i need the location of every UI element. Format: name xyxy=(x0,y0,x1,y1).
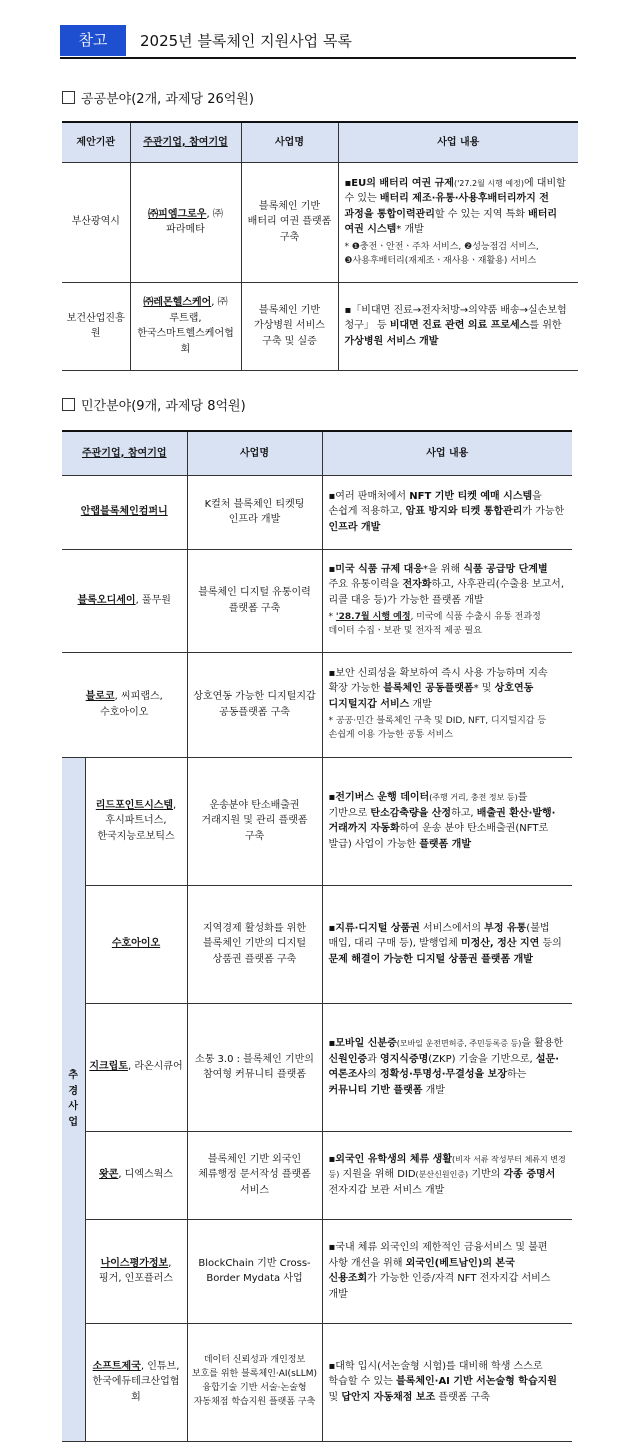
col-header: 사업명 xyxy=(241,122,338,162)
col-header: 사업 내용 xyxy=(338,122,578,162)
table-row xyxy=(62,757,572,885)
content-cell: ▪모바일 신분증(모바일 운전면허증, 주민등록증 등)을 활용한 신원인증과 영지식증명(ZKP) 기술을 기반으로, 설문·여론조사의 정확성·투명성·무결성을 보장하는 커뮤니티 기반 플랫폼 개발 xyxy=(322,1003,572,1131)
project-cell: 지역경제 활성화를 위한 블록체인 기반의 디지털 상품권 플랫폼 구축 xyxy=(187,885,322,1003)
content-cell: ▪여러 판매처에서 NFT 기반 티켓 예매 시스템을 손쉽게 적용하고, 암표 방지와 티켓 통합관리가 가능한 인프라 개발 xyxy=(322,475,572,549)
table-row xyxy=(62,1219,572,1323)
col-header: 사업명 xyxy=(187,431,322,475)
company-cell: ㈜피엠그로우, ㈜파라메타 xyxy=(130,162,241,282)
company-cell: ㈜레몬헬스케어, ㈜루트랩, 한국스마트헬스케어협회 xyxy=(130,282,241,370)
checkbox-square-icon xyxy=(62,91,75,104)
project-cell: 블록체인 기반 가상병원 서비스 구축 및 실증 xyxy=(241,282,338,370)
private-section-title: 민간분야(9개, 과제당 8억원) xyxy=(62,395,246,414)
company-cell: 안랩블록체인컴퍼니 xyxy=(62,475,187,549)
project-cell: 운송분야 탄소배출권 거래지원 및 관리 플랫폼 구축 xyxy=(187,757,322,885)
company-cell: 나이스평가정보, 핑거, 인포플러스 xyxy=(85,1219,187,1323)
project-cell: 소통 3.0 : 블록체인 기반의 참여형 커뮤니티 플랫폼 xyxy=(187,1003,322,1131)
content-cell: ▪보안 신뢰성을 확보하여 즉시 사용 가능하며 지속 확장 가능한 블록체인 공동플랫폼* 및 상호연동 디지털지갑 서비스 개발 * 공공·민간 블록체인 구축 및 DID, NFT, 디지털지갑 등 손쉽게 이용 가능한 공통 서비스 xyxy=(322,652,572,757)
company-cell: 소프트제국, 인튜브, 한국에듀테크산업협회 xyxy=(85,1323,187,1441)
content-cell: ▪미국 식품 규제 대응*을 위해 식품 공급망 단계별 주요 유통이력을 전자화하고, 사후관리(수출용 보고서, 리콜 대응 등)가 가능한 플랫폼 개발 * '28.7월 시행 예정, 미국에 식품 수출시 유통 전과정 데이터 수집ㆍ보관 및 전자적 제공 필요 xyxy=(322,549,572,652)
agency-cell: 부산광역시 xyxy=(62,162,130,282)
company-cell: 블로코, 씨피랩스, 수호아이오 xyxy=(62,652,187,757)
content-cell: ▪대학 입시(서논술형 시험)를 대비해 학생 스스로 학습할 수 있는 블록체인·AI 기반 서논술형 학습지원 및 답안지 자동채점 보조 플랫폼 구축 xyxy=(322,1323,572,1441)
col-header: 제안기관 xyxy=(62,122,130,162)
project-cell: 블록체인 디지털 유통이력 플랫폼 구축 xyxy=(187,549,322,652)
page-title: 2025년 블록체인 지원사업 목록 xyxy=(140,32,352,50)
public-table xyxy=(62,121,578,371)
agency-cell: 보건산업진흥원 xyxy=(62,282,130,370)
table-row xyxy=(62,475,572,549)
content-cell: ▪「비대면 진료→전자처방→의약품 배송→실손보험 청구」 등 비대면 진료 관련 의료 프로세스를 위한 가상병원 서비스 개발 xyxy=(338,282,578,370)
company-cell: 리드포인트시스템, 후시파트너스, 한국지능로보틱스 xyxy=(85,757,187,885)
company-cell: 지크립토, 라온시큐어 xyxy=(85,1003,187,1131)
reference-badge: 참고 xyxy=(60,25,126,56)
col-header: 주관기업, 참여기업 xyxy=(62,431,187,475)
footnote: * ❶충전ㆍ안전ㆍ주차 서비스, ❷성능점검 서비스, ❸사용후배터리(재제조ㆍ재사용ㆍ재활용) 서비스 xyxy=(344,241,539,266)
table-row xyxy=(62,1003,572,1131)
supplementary-group-label: 추경사업 xyxy=(62,757,85,1441)
table-row xyxy=(62,885,572,1003)
table-row xyxy=(62,1323,572,1441)
content-cell: ▪국내 체류 외국인의 제한적인 금융서비스 및 불편 사항 개선을 위해 외국인(베트남인)의 본국 신용조회가 가능한 인증/자격 NFT 전자지갑 서비스 개발 xyxy=(322,1219,572,1323)
col-header: 주관기업, 참여기업 xyxy=(130,122,241,162)
content-cell: ▪EU의 배터리 여권 규제('27.2월 시행 예정)에 대비할 수 있는 배터리 제조·유통·사용후배터리까지 전 과정을 통합이력관리할 수 있는 지역 특화 배터리 여권 시스템* 개발 * ❶충전ㆍ안전ㆍ주차 서비스, ❷성능점검 서비스, ❸사용후배터리(재제조ㆍ재사용ㆍ재활용) 서비스 xyxy=(338,162,578,282)
col-header: 사업 내용 xyxy=(322,431,572,475)
project-cell: K컬처 블록체인 티켓팅 인프라 개발 xyxy=(187,475,322,549)
project-cell: 데이터 신뢰성과 개인정보 보호를 위한 블록체인·AI(sLLM) 융합기술 기반 서술·논술형 자동채점 학습지원 플랫폼 구축 xyxy=(187,1323,322,1441)
footnote: * 공공·민간 블록체인 구축 및 DID, NFT, 디지털지갑 등 손쉽게 이용 가능한 공통 서비스 xyxy=(328,716,547,741)
project-cell: 상호연동 가능한 디지털지갑 공동플랫폼 구축 xyxy=(187,652,322,757)
table-row xyxy=(62,282,578,370)
content-cell: ▪외국인 유학생의 체류 생활(비자 서류 작성부터 체류지 변경 등) 지원을 위해 DID(분산신원인증) 기반의 각종 증명서 전자지갑 보관 서비스 개발 xyxy=(322,1131,572,1219)
checkbox-square-icon xyxy=(62,398,75,411)
company-cell: 왓콘, 디엑스웍스 xyxy=(85,1131,187,1219)
footnote: * '28.7월 시행 예정, 미국에 식품 수출시 유통 전과정 데이터 수집ㆍ보관 및 전자적 제공 필요 xyxy=(328,612,541,637)
project-cell: BlockChain 기반 Cross-Border Mydata 사업 xyxy=(187,1219,322,1323)
content-cell: ▪지류·디지털 상품권 서비스에서의 부정 유통(불법 매입, 대리 구매 등), 발행업체 미정산, 정산 지연 등의 문제 해결이 가능한 디지털 상품권 플랫폼 개발 xyxy=(322,885,572,1003)
page-header xyxy=(60,25,576,59)
project-cell: 블록체인 기반 배터리 여권 플랫폼 구축 xyxy=(241,162,338,282)
company-cell: 블록오디세이, 풀무원 xyxy=(62,549,187,652)
table-row xyxy=(62,652,572,757)
table-row xyxy=(62,549,572,652)
project-cell: 블록체인 기반 외국인 체류행정 문서작성 플랫폼 서비스 xyxy=(187,1131,322,1219)
public-section-title: 공공분야(2개, 과제당 26억원) xyxy=(62,88,254,107)
private-table xyxy=(62,430,572,1442)
content-cell: ▪전기버스 운행 데이터(주행 거리, 충전 정보 등)를 기반으로 탄소감축량을 산정하고, 배출권 환산·발행·거래까지 자동화하여 운송 분야 탄소배출권(NFT로 발급) 사업이 가능한 플랫폼 개발 xyxy=(322,757,572,885)
table-row xyxy=(62,1131,572,1219)
company-cell: 수호아이오 xyxy=(85,885,187,1003)
table-row xyxy=(62,162,578,282)
